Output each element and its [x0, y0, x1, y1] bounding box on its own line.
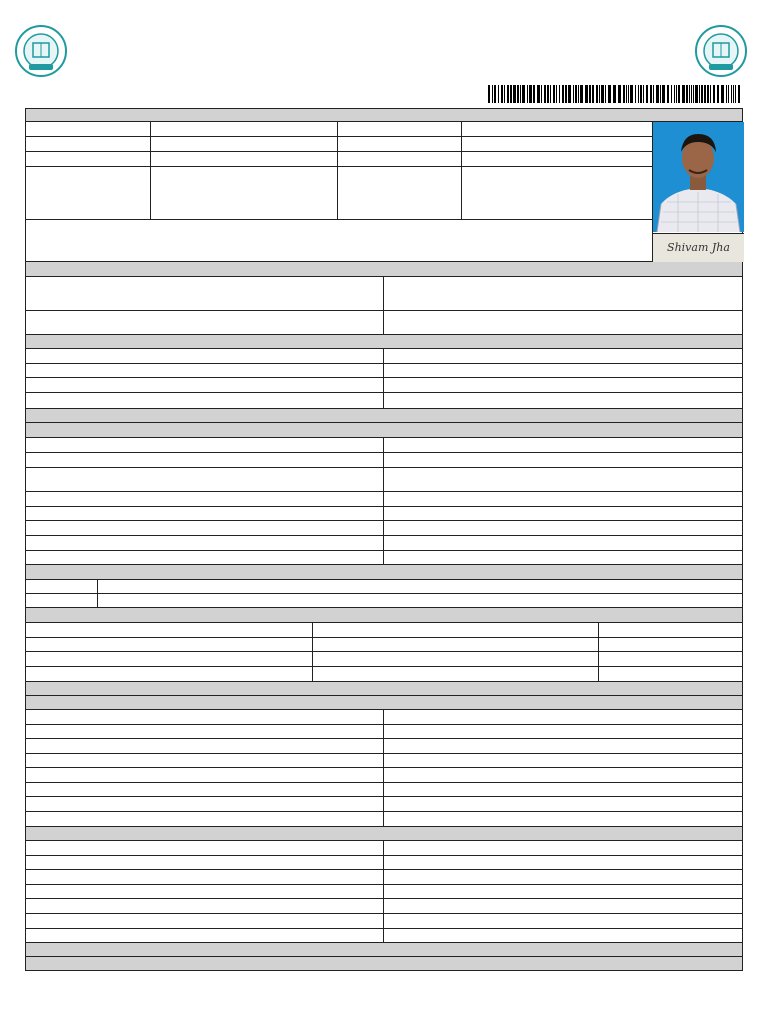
field-value — [384, 797, 742, 811]
field-value — [384, 929, 742, 942]
section-header-band — [25, 608, 743, 623]
barcode-bar — [580, 85, 583, 103]
field-label — [26, 364, 384, 377]
field-value — [384, 507, 742, 520]
table-row — [25, 594, 743, 608]
section-title — [26, 682, 742, 695]
barcode-bar — [596, 85, 598, 103]
barcode-bar — [613, 85, 616, 103]
barcode-bar — [635, 85, 636, 103]
field-value — [462, 152, 652, 166]
barcode-bar — [738, 85, 740, 103]
candidate-signature — [652, 233, 744, 262]
barcode-bar — [662, 85, 665, 103]
barcode-bar — [513, 85, 516, 103]
table-row — [25, 710, 743, 725]
table-row — [25, 378, 743, 393]
field-label — [26, 870, 384, 884]
barcode-bar — [592, 85, 594, 103]
table-cell — [26, 667, 313, 681]
field-label — [26, 349, 384, 363]
barcode-bar — [601, 85, 604, 103]
barcode-bar — [717, 85, 719, 103]
barcode-bar — [721, 85, 724, 103]
field-label — [26, 311, 384, 334]
field-value — [384, 311, 742, 334]
field-label — [26, 885, 384, 898]
barcode-bar — [492, 85, 493, 103]
field-label — [26, 492, 384, 506]
barcode-bar — [585, 85, 588, 103]
barcode-bar — [689, 85, 690, 103]
barcode-bar — [541, 85, 542, 103]
barcode-bar — [699, 85, 700, 103]
barcode-bar — [693, 85, 694, 103]
table-row — [25, 521, 743, 536]
field-value — [384, 492, 742, 506]
barcode-bar — [520, 85, 521, 103]
section-title — [26, 409, 742, 422]
section-title — [26, 262, 742, 276]
table-row — [25, 507, 743, 521]
barcode-bar — [646, 85, 648, 103]
table-row — [25, 929, 743, 943]
field-value — [384, 870, 742, 884]
barcode-bar — [691, 85, 692, 103]
field-value — [384, 885, 742, 898]
form-title-band — [25, 108, 743, 122]
section-title — [26, 827, 742, 840]
field-value — [384, 783, 742, 796]
barcode-bar — [735, 85, 736, 103]
barcode — [488, 85, 742, 103]
wide-field — [26, 220, 652, 248]
section-header-band — [25, 262, 743, 277]
barcode-bar — [726, 85, 727, 103]
section-title — [26, 696, 742, 709]
board-emblem-right-logo — [694, 24, 748, 78]
barcode-bar — [504, 85, 505, 103]
field-label — [26, 914, 384, 928]
barcode-bar — [568, 85, 571, 103]
table-row — [25, 667, 743, 682]
field-value — [384, 378, 742, 392]
barcode-bar — [695, 85, 698, 103]
barcode-bar — [710, 85, 711, 103]
barcode-bar — [510, 85, 512, 103]
address-value — [151, 167, 338, 219]
table-row — [25, 551, 743, 565]
barcode-bar — [674, 85, 675, 103]
barcode-bar — [578, 85, 579, 103]
table-cell — [599, 638, 742, 651]
field-label — [26, 783, 384, 796]
address-value — [462, 167, 652, 219]
field-value — [384, 364, 742, 377]
field-value — [384, 841, 742, 855]
table-row — [25, 453, 743, 468]
barcode-bar — [728, 85, 729, 103]
field-label — [26, 812, 384, 826]
barcode-bar — [686, 85, 688, 103]
field-value — [151, 152, 338, 166]
table-cell — [313, 652, 599, 666]
field-label — [26, 594, 98, 607]
barcode-bar — [618, 85, 621, 103]
section-header-band — [25, 335, 743, 349]
table-row — [25, 393, 743, 409]
board-emblem-left-logo — [14, 24, 68, 78]
field-value — [384, 739, 742, 753]
field-label — [26, 152, 151, 166]
field-value — [384, 521, 742, 535]
barcode-bar — [547, 85, 549, 103]
barcode-bar — [650, 85, 652, 103]
barcode-bar — [529, 85, 532, 103]
section-title — [26, 608, 742, 622]
application-form — [25, 108, 743, 971]
barcode-bar — [522, 85, 525, 103]
barcode-bar — [701, 85, 703, 103]
barcode-bar — [599, 85, 600, 103]
barcode-bar — [501, 85, 503, 103]
barcode-bar — [608, 85, 611, 103]
table-row — [25, 812, 743, 827]
table-row — [25, 797, 743, 812]
field-value — [98, 594, 742, 607]
barcode-bar — [704, 85, 706, 103]
candidate-photo — [652, 122, 744, 233]
field-value — [384, 393, 742, 408]
field-value — [384, 856, 742, 869]
field-label — [26, 754, 384, 767]
table-cell — [26, 652, 313, 666]
field-value — [462, 137, 652, 151]
table-cell — [599, 652, 742, 666]
table-row — [25, 768, 743, 783]
field-value — [384, 438, 742, 452]
section-header-band — [25, 943, 743, 957]
barcode-bar — [556, 85, 557, 103]
barcode-bar — [494, 85, 496, 103]
field-label — [338, 137, 462, 151]
field-label — [26, 521, 384, 535]
table-cell — [26, 638, 313, 651]
table-row — [25, 311, 743, 335]
barcode-bar — [550, 85, 551, 103]
section-header-band — [25, 423, 743, 438]
field-label — [26, 929, 384, 942]
field-label — [338, 152, 462, 166]
field-label — [26, 453, 384, 467]
barcode-bar — [630, 85, 633, 103]
section-header-band — [25, 827, 743, 841]
form-title — [26, 109, 742, 121]
table-row — [25, 623, 743, 638]
section-title — [26, 335, 742, 348]
table-row — [25, 899, 743, 914]
field-value — [384, 812, 742, 826]
barcode-bar — [537, 85, 540, 103]
table-row — [25, 536, 743, 551]
candidate-photo-image — [653, 122, 744, 232]
address-label — [338, 167, 462, 219]
barcode-bar — [507, 85, 509, 103]
barcode-bar — [565, 85, 567, 103]
table-row — [25, 468, 743, 492]
section-header-band — [25, 682, 743, 696]
field-label — [26, 137, 151, 151]
barcode-bar — [656, 85, 659, 103]
table-cell — [599, 623, 742, 637]
field-label — [26, 725, 384, 738]
barcode-bar — [488, 85, 490, 103]
field-value — [384, 914, 742, 928]
section-header-band — [25, 696, 743, 710]
section-header-band — [25, 957, 743, 971]
table-row — [25, 492, 743, 507]
barcode-bar — [678, 85, 680, 103]
table-row — [25, 754, 743, 768]
field-label — [26, 710, 384, 724]
field-label — [26, 551, 384, 564]
barcode-bar — [643, 85, 644, 103]
barcode-bar — [731, 85, 732, 103]
field-value — [384, 768, 742, 782]
barcode-bar — [733, 85, 734, 103]
table-cell — [313, 667, 599, 681]
field-value — [384, 899, 742, 913]
barcode-bar — [623, 85, 625, 103]
barcode-bar — [707, 85, 709, 103]
table-row — [25, 652, 743, 667]
section-header-band — [25, 565, 743, 580]
table-row — [25, 438, 743, 453]
field-label — [26, 536, 384, 550]
table-row — [25, 856, 743, 870]
barcode-bar — [589, 85, 591, 103]
barcode-bar — [676, 85, 677, 103]
field-label — [26, 468, 384, 491]
barcode-bar — [544, 85, 546, 103]
field-value — [384, 725, 742, 738]
barcode-bar — [533, 85, 535, 103]
barcode-bar — [562, 85, 564, 103]
field-label — [26, 841, 384, 855]
table-row — [25, 349, 743, 364]
barcode-bar — [498, 85, 499, 103]
field-value — [384, 453, 742, 467]
barcode-bar — [626, 85, 627, 103]
barcode-bar — [605, 85, 606, 103]
barcode-bar — [517, 85, 519, 103]
field-label — [26, 768, 384, 782]
barcode-bar — [638, 85, 639, 103]
barcode-bar — [553, 85, 555, 103]
field-value — [462, 122, 652, 136]
table-row — [25, 870, 743, 885]
candidate-details-block — [25, 122, 743, 262]
table-row — [25, 638, 743, 652]
field-label — [26, 277, 384, 310]
field-value — [384, 551, 742, 564]
barcode-bar — [573, 85, 574, 103]
field-value — [384, 349, 742, 363]
table-row — [25, 841, 743, 856]
table-row — [25, 783, 743, 797]
signature-text: Shivam Jha — [667, 241, 730, 254]
field-label — [26, 393, 384, 408]
field-value — [151, 137, 338, 151]
table-row — [25, 725, 743, 739]
field-label — [338, 122, 462, 136]
table-row — [25, 885, 743, 899]
barcode-bar — [559, 85, 560, 103]
barcode-bar — [667, 85, 669, 103]
field-value — [384, 468, 742, 491]
table-cell — [313, 638, 599, 651]
barcode-bar — [653, 85, 654, 103]
section-title — [26, 943, 742, 956]
address-label — [26, 167, 151, 219]
field-label — [26, 438, 384, 452]
table-row — [25, 580, 743, 594]
field-value — [98, 580, 742, 593]
barcode-bar — [640, 85, 642, 103]
field-value — [384, 754, 742, 767]
section-title — [26, 423, 742, 437]
table-cell — [313, 623, 599, 637]
section-title — [26, 565, 742, 579]
field-value — [384, 277, 742, 310]
table-row — [25, 277, 743, 311]
section-header-band — [25, 409, 743, 423]
table-row — [25, 914, 743, 929]
section-title — [26, 957, 742, 970]
field-label — [26, 899, 384, 913]
field-value — [384, 536, 742, 550]
barcode-bar — [527, 85, 528, 103]
barcode-bar — [628, 85, 629, 103]
field-label — [26, 739, 384, 753]
barcode-bar — [713, 85, 715, 103]
field-value — [384, 710, 742, 724]
field-label — [26, 797, 384, 811]
field-label — [26, 580, 98, 593]
table-row — [25, 364, 743, 378]
barcode-bar — [671, 85, 672, 103]
barcode-bar — [660, 85, 661, 103]
barcode-bar — [575, 85, 577, 103]
table-row — [25, 739, 743, 754]
field-label — [26, 378, 384, 392]
table-cell — [26, 623, 313, 637]
field-label — [26, 122, 151, 136]
field-value — [151, 122, 338, 136]
field-label — [26, 856, 384, 869]
barcode-bar — [682, 85, 685, 103]
field-label — [26, 507, 384, 520]
table-cell — [599, 667, 742, 681]
